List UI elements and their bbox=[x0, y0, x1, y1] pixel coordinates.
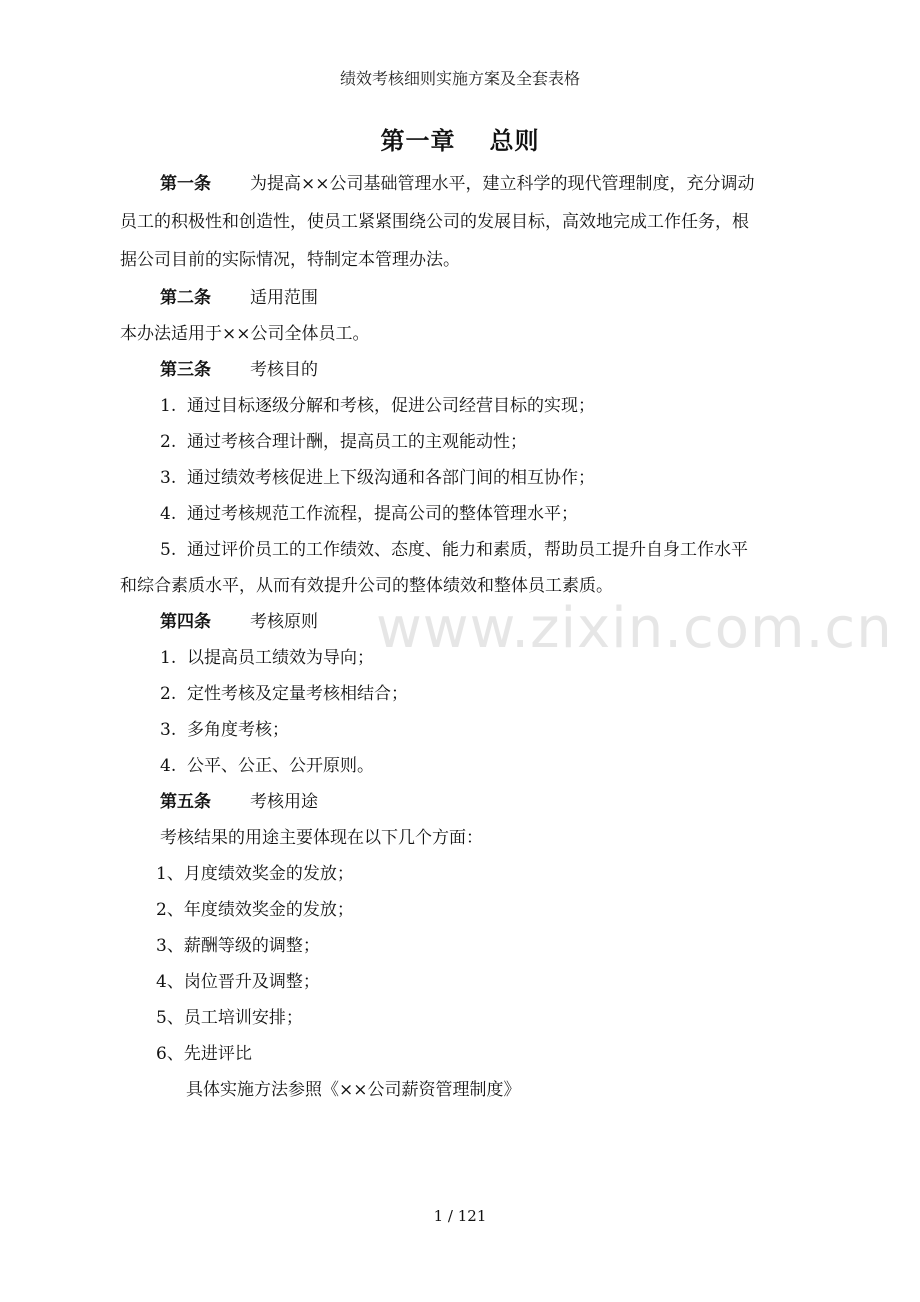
article3-title: 考核目的 bbox=[250, 360, 318, 380]
article5-item: 5、员工培训安排； bbox=[156, 1008, 303, 1028]
article4-label: 第四条 bbox=[160, 612, 211, 632]
article3-label: 第三条 bbox=[160, 360, 211, 380]
article5-item: 1、月度绩效奖金的发放； bbox=[156, 864, 354, 884]
article1-line2: 员工的积极性和创造性，使员工紧紧围绕公司的发展目标，高效地完成工作任务，根 bbox=[120, 212, 749, 232]
article3-item bbox=[160, 538, 748, 562]
article3-item5-continuation: 和综合素质水平，从而有效提升公司的整体绩效和整体员工素质。 bbox=[120, 576, 613, 596]
article3-item bbox=[160, 502, 578, 526]
running-header: 绩效考核细则实施方案及全套表格 bbox=[339, 69, 580, 88]
item-number: 4. bbox=[160, 756, 177, 776]
page-number: 1 / 121 bbox=[433, 1207, 487, 1225]
item-number: 1. bbox=[160, 648, 177, 668]
item-number: 2. bbox=[160, 432, 177, 452]
chapter-number: 第一章 bbox=[380, 126, 456, 155]
item-number: 5. bbox=[160, 540, 177, 560]
article1-text-1: 为提高××公司基础管理水平，建立科学的现代管理制度，充分调动 bbox=[250, 174, 755, 194]
article2-title: 适用范围 bbox=[250, 288, 318, 308]
chapter-title bbox=[0, 121, 920, 156]
item-number: 4. bbox=[160, 504, 177, 524]
article5-title: 考核用途 bbox=[250, 792, 318, 812]
article4-title: 考核原则 bbox=[250, 612, 318, 632]
item-text: 通过目标逐级分解和考核，促进公司经营目标的实现； bbox=[187, 396, 595, 416]
item-number: 1. bbox=[160, 396, 177, 416]
article1-line1 bbox=[160, 172, 755, 196]
article5-label: 第五条 bbox=[160, 792, 211, 812]
item-text: 多角度考核； bbox=[187, 720, 289, 740]
article3-item bbox=[160, 430, 527, 454]
item-number: 3. bbox=[160, 468, 177, 488]
item-text: 通过考核合理计酬，提高员工的主观能动性； bbox=[187, 432, 527, 452]
article5-intro: 考核结果的用途主要体现在以下几个方面： bbox=[160, 828, 483, 848]
article2-heading bbox=[160, 286, 318, 310]
chapter-name: 总则 bbox=[489, 126, 540, 155]
article3-item bbox=[160, 394, 595, 418]
item-text: 通过评价员工的工作绩效、态度、能力和素质，帮助员工提升自身工作水平 bbox=[187, 540, 748, 560]
item-number: 2. bbox=[160, 684, 177, 704]
article2-label: 第二条 bbox=[160, 288, 211, 308]
article4-item bbox=[160, 718, 289, 742]
article1-label: 第一条 bbox=[160, 174, 211, 194]
article4-heading bbox=[160, 610, 318, 634]
article5-item: 3、薪酬等级的调整； bbox=[156, 936, 320, 956]
article4-item bbox=[160, 754, 374, 778]
article5-heading bbox=[160, 790, 318, 814]
article2-text: 本办法适用于××公司全体员工。 bbox=[120, 324, 370, 344]
watermark: www.zixin.com.cn bbox=[376, 596, 893, 661]
article3-heading bbox=[160, 358, 318, 382]
item-text: 定性考核及定量考核相结合； bbox=[187, 684, 408, 704]
item-number: 3. bbox=[160, 720, 177, 740]
article4-item bbox=[160, 682, 408, 706]
article3-item bbox=[160, 466, 595, 490]
article5-item: 6、先进评比 bbox=[156, 1044, 252, 1064]
article5-closing: 具体实施方法参照《××公司薪资管理制度》 bbox=[186, 1080, 521, 1100]
item-text: 以提高员工绩效为导向； bbox=[187, 648, 374, 668]
article1-line3: 据公司目前的实际情况，特制定本管理办法。 bbox=[120, 250, 460, 270]
article5-item: 2、年度绩效奖金的发放； bbox=[156, 900, 354, 920]
article4-item bbox=[160, 646, 374, 670]
item-text: 公平、公正、公开原则。 bbox=[187, 756, 374, 776]
item-text: 通过考核规范工作流程，提高公司的整体管理水平； bbox=[187, 504, 578, 524]
item-text: 通过绩效考核促进上下级沟通和各部门间的相互协作； bbox=[187, 468, 595, 488]
article5-item: 4、岗位晋升及调整； bbox=[156, 972, 320, 992]
